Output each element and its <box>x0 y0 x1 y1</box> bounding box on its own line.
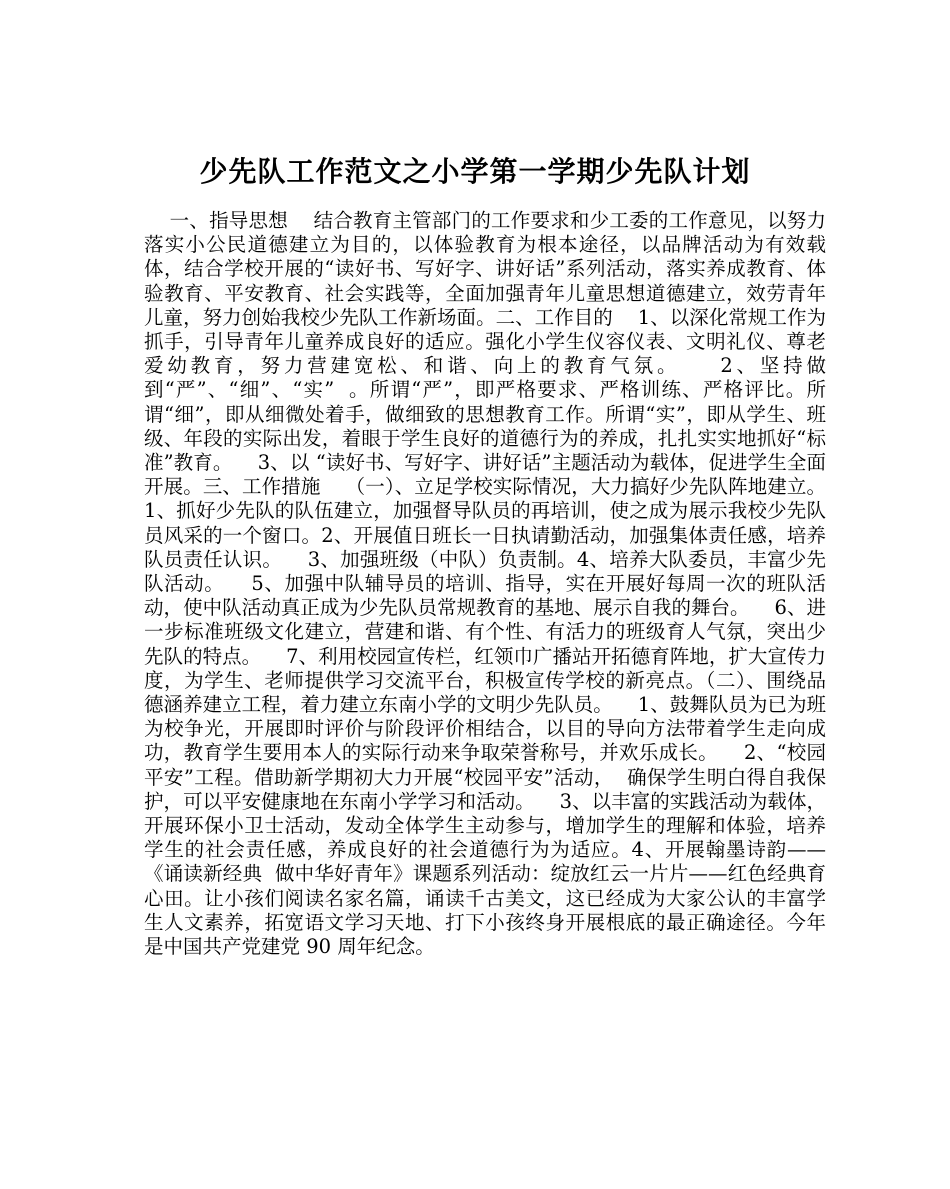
document-title: 少先队工作范文之小学第一学期少先队计划 <box>199 154 751 188</box>
document-body: 一、指导思想 结合教育主管部门的工作要求和少工委的工作意见，以努力落实小公民道德建立为目的，以体验教育为根本途径，以品牌活动为有效载体，结合学校开展的“读好书、写好字、讲好话”系列活动，落实养成教育、体验教育、平安教育、社会实践等，全面加强青年儿童思想道德建立，效劳青年儿童，努力创始我校少先队工作新场面。二、工作目的 1、以深化常规工作为抓手，引导青年儿童养成良好的适应。强化小学生仪容仪表、文明礼仪、尊老爱幼教育，努力营建宽松、和谐、向上的教育气氛。 2、坚持做到“严”、“细”、“实” 。所谓“严”，即严格要求、严格训练、严格评比。所谓“细”，即从细微处着手，做细致的思想教育工作。所谓“实”，即从学生、班级、年段的实际出发，着眼于学生良好的道德行为的养成，扎扎实实地抓好“标准”教育。 3、以 “读好书、写好字、讲好话”主题活动为载体，促进学生全面开展。三、工作措施 （一）、立足学校实际情况，大力搞好少先队阵地建立。1、抓好少先队的队伍建立，加强督导队员的再培训，使之成为展示我校少先队员风采的一个窗口。2、开展值日班长一日执请勤活动，加强集体责任感，培养队员责任认识。 3、加强班级（中队）负责制。4、培养大队委员，丰富少先队活动。 5、加强中队辅导员的培训、指导，实在开展好每周一次的班队活动，使中队活动真正成为少先队员常规教育的基地、展示自我的舞台。 6、进一步标准班级文化建立，营建和谐、有个性、有活力的班级育人气氛，突出少先队的特点。 7、利用校园宣传栏，红领巾广播站开拓德育阵地，扩大宣传力度，为学生、老师提供学习交流平台，积极宣传学校的新亮点。（二）、围绕品德涵养建立工程，着力建立东南小学的文明少先队员。 1、鼓舞队员为已为班为校争光，开展即时评价与阶段评价相结合，以目的导向方法带着学生走向成功，教育学生要用本人的实际行动来争取荣誉称号，并欢乐成长。 2、“校园平安”工程。借助新学期初大力开展“校园平安”活动， 确保学生明白得自我保护，可以平安健康地在东南小学学习和活动。 3、以丰富的实践活动为载体，开展环保小卫士活动，发动全体学生主动参与，增加学生的理解和体验，培养学生的社会责任感，养成良好的社会道德行为为适应。4、开展翰墨诗韵——《诵读新经典 做中华好青年》课题系列活动：绽放红云一片片——红色经典育心田。让小孩们阅读名家名篇，诵读千古美文，这已经成为大家公认的丰富学生人文素养，拓宽语文学习天地、打下小孩终身开展根底的最正确途径。今年是中国共产党建党 90 周年纪念。 <box>144 209 826 959</box>
